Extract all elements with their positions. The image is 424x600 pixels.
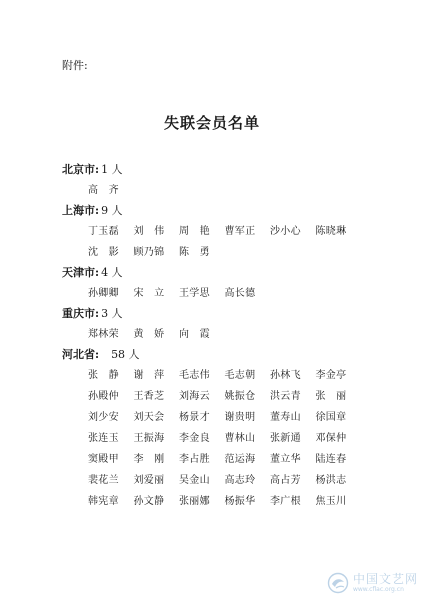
member-name: 王学思 [179,288,210,299]
member-name: 洪云青 [270,391,301,402]
region-count: 4 人 [101,266,123,279]
member-name: 张 静 [88,370,119,381]
watermark [327,572,418,594]
region-count: 9 人 [101,204,123,217]
member-name: 高长德 [224,288,256,299]
watermark-url: www.cflac.org.cn [352,586,404,593]
member-name: 高 齐 [88,185,119,196]
member-name: 焦玉川 [315,496,347,507]
name-row [62,428,402,449]
member-name: 刘天会 [133,412,165,423]
member-name: 沈 影 [88,247,119,258]
member-name: 李占胜 [179,454,210,465]
name-row [62,180,402,201]
name-row [62,283,402,304]
member-name: 邓保仲 [315,433,347,444]
member-name: 杨振华 [224,496,256,507]
member-name: 范运海 [224,454,256,465]
member-name: 刘爱丽 [133,475,165,486]
name-row [62,470,402,491]
region-header [62,345,402,365]
member-name: 王香芝 [133,391,165,402]
member-name: 徐国章 [315,412,347,423]
member-name: 顾乃锦 [133,247,165,258]
region-name: 天津市: [62,266,100,279]
member-name: 黄 娇 [133,329,165,340]
member-name: 高志玲 [224,475,256,486]
member-name: 毛志朝 [224,370,256,381]
member-name: 韩宪章 [88,496,119,507]
member-name: 沙小心 [270,226,301,237]
member-name: 谢 萍 [133,370,165,381]
member-name: 孙文静 [133,496,165,507]
member-name: 董立华 [270,454,301,465]
region-header [62,263,402,283]
region-count: 58 人 [111,348,140,361]
member-name: 王振海 [133,433,165,444]
member-name: 裴花兰 [88,475,119,486]
name-row [62,365,402,386]
member-name: 李金良 [179,433,210,444]
name-row [62,407,402,428]
member-name: 曹林山 [224,433,256,444]
name-row [62,386,402,407]
cflac-logo-icon [327,572,349,594]
member-name: 孙林飞 [270,370,301,381]
member-name: 郑林荣 [88,329,119,340]
name-row [62,491,402,512]
region-name: 上海市: [62,204,100,217]
name-row [62,324,402,345]
member-name: 董寿山 [270,412,301,423]
member-name: 高占芳 [270,475,301,486]
region-header [62,160,402,180]
member-name: 杨景才 [179,412,210,423]
member-name: 窦殿甲 [88,454,119,465]
member-name: 孙殿仲 [88,391,119,402]
name-row [62,449,402,470]
region-name: 北京市: [62,163,100,176]
member-list [62,160,402,512]
region-count: 3 人 [101,307,123,320]
member-name: 张连玉 [88,433,119,444]
member-name: 陈 勇 [179,247,210,258]
member-name: 刘 伟 [133,226,165,237]
member-name: 陈晓琳 [315,226,347,237]
member-name: 丁玉磊 [88,226,119,237]
region-header [62,304,402,324]
member-name: 曹军正 [224,226,256,237]
region-count: 1 人 [101,163,123,176]
name-row [62,242,402,263]
attachment-label: 附件: [62,59,88,72]
member-name: 向 霞 [179,329,210,340]
member-name: 杨洪志 [315,475,347,486]
region-name: 河北省: [62,348,100,361]
member-name: 张 丽 [315,391,347,402]
document-title: 失联会员名单 [163,114,260,132]
member-name: 李金亭 [315,370,347,381]
member-name: 李广根 [270,496,301,507]
member-name: 陆连春 [315,454,347,465]
member-name: 宋 立 [133,288,165,299]
member-name: 刘少安 [88,412,119,423]
member-name: 李 刚 [133,454,165,465]
member-name: 张丽娜 [179,496,210,507]
region-header [62,201,402,221]
region-name: 重庆市: [62,307,100,320]
member-name: 刘海云 [179,391,210,402]
member-name: 孙卿卿 [88,288,119,299]
member-name: 谢贵明 [224,412,256,423]
member-name: 张新通 [270,433,301,444]
member-name: 姚振仓 [224,391,256,402]
name-row [62,221,402,242]
member-name: 周 艳 [179,226,210,237]
watermark-text: 中国文艺网 [352,572,418,586]
member-name: 吴金山 [179,475,210,486]
member-name: 毛志伟 [179,370,210,381]
